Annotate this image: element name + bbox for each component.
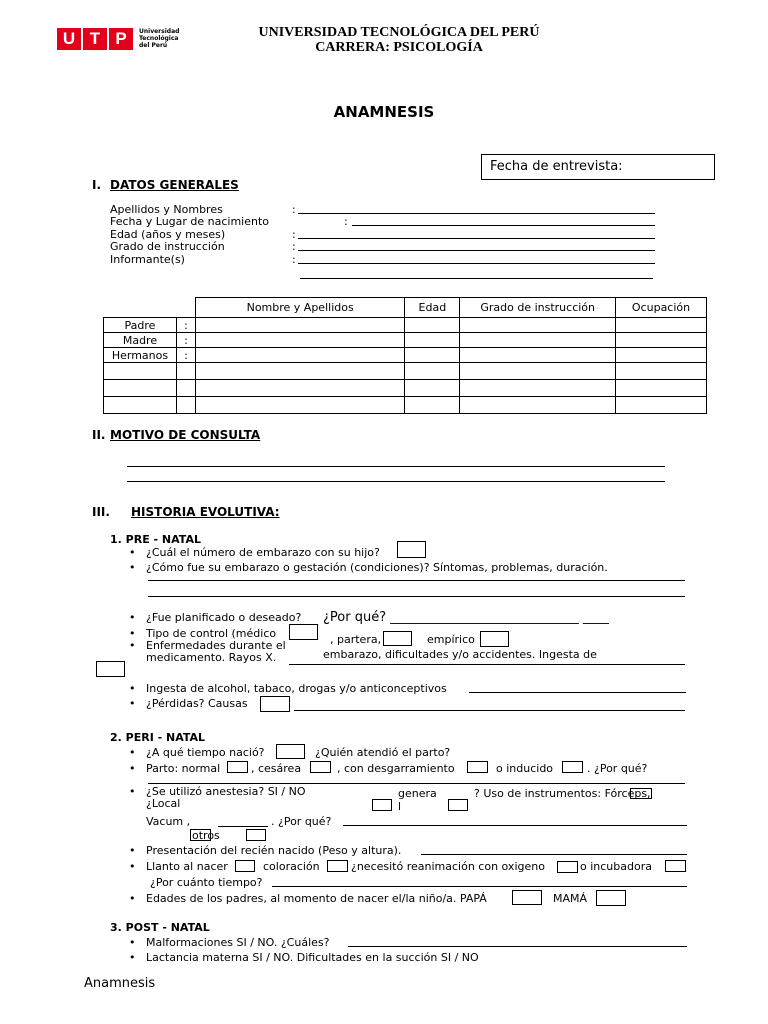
others-box[interactable]	[246, 829, 266, 841]
prenatal-q1: ¿Cuál el número de embarazo con su hijo?	[146, 546, 380, 559]
table-cell[interactable]	[616, 363, 707, 380]
table-row	[104, 363, 707, 380]
losses-box[interactable]	[260, 696, 290, 712]
bullet: •	[129, 892, 136, 905]
field-label-birth: Fecha y Lugar de nacimiento	[110, 215, 270, 228]
bullet: •	[129, 611, 136, 624]
logo-text-line: Tecnológica	[139, 35, 179, 42]
section3-number: III.	[92, 505, 110, 519]
logo-letter-t: T	[83, 28, 107, 50]
informant-input-line-2[interactable]	[300, 278, 653, 279]
bullet: •	[129, 682, 136, 695]
birth-normal-box[interactable]	[227, 761, 248, 773]
career-name: CARRERA: PSICOLOGÍA	[315, 40, 483, 55]
malformations-line[interactable]	[348, 946, 687, 947]
section1-title: DATOS GENERALES	[110, 178, 239, 192]
perinatal-q5-cry: Llanto al nacer	[146, 860, 228, 873]
education-input-line[interactable]	[298, 250, 655, 251]
field-colon: :	[292, 203, 296, 216]
field-label-education: Grado de instrucción	[110, 240, 225, 253]
row-label-madre: Madre	[104, 333, 177, 348]
prenatal-q3-why: ¿Por qué? _____________________________ ____	[323, 610, 609, 625]
table-row	[104, 318, 707, 333]
pregnancy-conditions-line[interactable]	[148, 580, 685, 581]
losses-line[interactable]	[294, 710, 685, 711]
section1-number: I.	[92, 178, 102, 192]
illness-box[interactable]	[96, 661, 125, 677]
table-header-occupation: Ocupación	[616, 298, 707, 318]
perinatal-q3-instruments: ? Uso de instrumentos: Fórceps,	[474, 787, 651, 800]
table-cell[interactable]	[195, 333, 405, 348]
row-colon: :	[176, 348, 195, 363]
prenatal-q4-doctor: Tipo de control (médico	[146, 627, 277, 640]
perinatal-q1-who: ¿Quién atendió el parto?	[315, 746, 451, 759]
perinatal-title: 2. PERI - NATAL	[110, 731, 206, 744]
table-cell[interactable]	[405, 397, 460, 414]
row-colon: :	[176, 318, 195, 333]
birth-input-line[interactable]	[352, 225, 655, 226]
consult-reason-line[interactable]	[127, 466, 665, 467]
perinatal-q6-dad: Edades de los padres, al momento de nacer el/la niño/a. PAPÁ	[146, 892, 487, 905]
table-cell[interactable]	[195, 380, 405, 397]
row-label-padre: Padre	[104, 318, 177, 333]
vacuum-line[interactable]	[218, 826, 268, 827]
logo-text-line: del Perú	[139, 42, 168, 49]
table-header-education: Grado de instrucción	[460, 298, 616, 318]
table-cell[interactable]	[176, 397, 195, 414]
logo-letter-p: P	[109, 28, 133, 50]
prenatal-q5-b: embarazo, dificultades y/o accidentes. Ingesta de	[323, 648, 597, 661]
bullet: •	[129, 860, 136, 873]
table-row	[104, 348, 707, 363]
field-colon: :	[344, 215, 348, 228]
table-cell[interactable]	[405, 363, 460, 380]
table-row	[104, 380, 707, 397]
control-midwife-box[interactable]	[383, 631, 412, 646]
prenatal-title: 1. PRE - NATAL	[110, 533, 201, 546]
prenatal-q5-c: medicamento. Rayos X.	[146, 651, 277, 664]
bullet: •	[129, 627, 136, 640]
perinatal-q3-vacuum: Vacum ,	[146, 815, 191, 828]
oxygen-box[interactable]	[557, 861, 578, 873]
logo-text-line: Universidad	[139, 28, 180, 35]
perinatal-q3-general: genera	[398, 787, 437, 800]
page-title: ANAMNESIS	[333, 103, 435, 121]
perinatal-q1-time: ¿A qué tiempo nació?	[146, 746, 265, 759]
table-cell[interactable]	[460, 348, 616, 363]
table-cell	[104, 298, 177, 318]
newborn-presentation-line[interactable]	[421, 854, 687, 855]
prenatal-q4-midwife: , partera,	[330, 633, 382, 646]
table-cell[interactable]	[195, 363, 405, 380]
interview-date-box[interactable]	[481, 154, 715, 180]
bullet: •	[129, 746, 136, 759]
table-cell[interactable]	[460, 363, 616, 380]
page-footer: Anamnesis	[84, 976, 156, 991]
university-name: UNIVERSIDAD TECNOLÓGICA DEL PERÚ	[258, 25, 540, 40]
substances-line[interactable]	[469, 692, 686, 693]
table-cell[interactable]	[616, 397, 707, 414]
control-empiric-box[interactable]	[480, 631, 509, 647]
forceps-box[interactable]	[630, 788, 652, 799]
mom-age-box[interactable]	[596, 890, 626, 906]
table-cell[interactable]	[405, 348, 460, 363]
table-cell[interactable]	[616, 380, 707, 397]
informant-input-line[interactable]	[298, 263, 655, 264]
birth-cesarean-box[interactable]	[310, 761, 331, 773]
prenatal-q3: ¿Fue planificado o deseado?	[146, 611, 302, 624]
table-cell[interactable]	[616, 333, 707, 348]
field-colon: :	[292, 240, 296, 253]
perinatal-q4: Presentación del recién nacido (Peso y altura).	[146, 844, 402, 857]
bullet: •	[129, 936, 136, 949]
pregnancy-conditions-line[interactable]	[148, 596, 685, 597]
section2-number: II.	[92, 428, 106, 442]
table-cell[interactable]	[460, 380, 616, 397]
table-header-name: Nombre y Apellidos	[195, 298, 405, 318]
prenatal-q6: Ingesta de alcohol, tabaco, drogas y/o anticonceptivos	[146, 682, 447, 695]
table-cell[interactable]	[176, 380, 195, 397]
table-row	[104, 333, 707, 348]
birth-why-line[interactable]	[148, 783, 685, 784]
row-label-hermanos: Hermanos	[104, 348, 177, 363]
prenatal-q7: ¿Pérdidas? Causas	[146, 697, 248, 710]
table-cell[interactable]	[195, 318, 405, 333]
bullet: •	[129, 561, 136, 574]
cry-box[interactable]	[235, 860, 255, 872]
names-input-line[interactable]	[298, 213, 655, 214]
table-cell[interactable]	[460, 318, 616, 333]
perinatal-q5-incubator: o incubadora	[580, 860, 652, 873]
perinatal-q3-local: ¿Local	[146, 797, 181, 810]
field-label-names: Apellidos y Nombres	[110, 203, 223, 216]
field-label-informant: Informante(s)	[110, 253, 185, 266]
bullet: •	[129, 697, 136, 710]
bullet: •	[129, 785, 136, 798]
perinatal-q3-why: . ¿Por qué?	[271, 815, 332, 828]
instruments-why-line[interactable]	[343, 825, 687, 826]
table-cell	[176, 298, 195, 318]
bullet: •	[129, 546, 136, 559]
table-cell[interactable]	[460, 333, 616, 348]
perinatal-q3-others: otros	[192, 829, 220, 842]
table-cell[interactable]	[405, 333, 460, 348]
row-colon: :	[176, 333, 195, 348]
birth-induced-box[interactable]	[562, 761, 583, 773]
perinatal-q5-color: coloración	[263, 860, 320, 873]
perinatal-q3-anesthesia: ¿Se utilizó anestesia? SI / NO	[146, 785, 306, 798]
pregnancy-number-box[interactable]	[397, 541, 426, 558]
dad-age-box[interactable]	[512, 890, 542, 905]
bullet: •	[129, 762, 136, 775]
prenatal-q4-empiric: empírico	[427, 633, 475, 646]
prenatal-q5-a: Enfermedades durante el	[146, 639, 286, 652]
control-doctor-box[interactable]	[289, 624, 318, 640]
perinatal-q2-induced: o inducido	[496, 762, 554, 775]
table-cell[interactable]	[104, 363, 177, 380]
table-cell[interactable]	[460, 397, 616, 414]
illness-line[interactable]	[289, 664, 685, 665]
bullet: •	[129, 951, 136, 964]
family-table	[103, 297, 707, 414]
postnatal-title: 3. POST - NATAL	[110, 921, 210, 934]
table-row	[104, 397, 707, 414]
incubator-box[interactable]	[665, 860, 686, 872]
perinatal-q5-oxygen: ¿necesitó reanimación con oxigeno	[351, 860, 545, 873]
logo-letter-u: U	[57, 28, 81, 50]
table-cell[interactable]	[195, 348, 405, 363]
birth-tear-box[interactable]	[467, 761, 488, 773]
table-cell[interactable]	[195, 397, 405, 414]
prenatal-q2: ¿Cómo fue su embarazo o gestación (condiciones)? Síntomas, problemas, duración.	[146, 561, 608, 574]
perinatal-q2-cesarean: , cesárea	[251, 762, 302, 775]
bullet: •	[129, 639, 136, 652]
color-box[interactable]	[327, 860, 348, 872]
perinatal-q2-why: . ¿Por qué?	[587, 762, 648, 775]
perinatal-q6-mom: MAMÁ	[553, 892, 588, 905]
postnatal-q1: Malformaciones SI / NO. ¿Cuáles?	[146, 936, 330, 949]
perinatal-q5-duration: ¿Por cuánto tiempo?	[150, 876, 263, 889]
table-cell[interactable]	[104, 380, 177, 397]
table-cell[interactable]	[405, 380, 460, 397]
section3-title: HISTORIA EVOLUTIVA:	[131, 505, 280, 519]
table-cell[interactable]	[616, 348, 707, 363]
table-cell[interactable]	[176, 363, 195, 380]
postnatal-q2: Lactancia materna SI / NO. Dificultades en la succión SI / NO	[146, 951, 479, 964]
table-cell[interactable]	[405, 318, 460, 333]
table-cell[interactable]	[104, 397, 177, 414]
anesthesia-local-box[interactable]	[372, 799, 392, 811]
table-cell[interactable]	[616, 318, 707, 333]
section2-title: MOTIVO DE CONSULTA	[110, 428, 261, 442]
birth-time-box[interactable]	[276, 744, 305, 759]
perinatal-q3-l: l	[398, 800, 402, 813]
age-input-line[interactable]	[298, 238, 655, 239]
table-header-row	[104, 298, 707, 318]
perinatal-q2-normal: Parto: normal	[146, 762, 221, 775]
bullet: •	[129, 844, 136, 857]
perinatal-q2-tear: , con desgarramiento	[337, 762, 455, 775]
field-colon: :	[292, 228, 296, 241]
interview-date-label: Fecha de entrevista:	[490, 159, 623, 174]
duration-line[interactable]	[272, 886, 687, 887]
field-label-age: Edad (años y meses)	[110, 228, 226, 241]
anesthesia-general-box[interactable]	[448, 799, 468, 811]
field-colon: :	[292, 253, 296, 266]
table-header-age: Edad	[405, 298, 460, 318]
consult-reason-line[interactable]	[127, 481, 665, 482]
